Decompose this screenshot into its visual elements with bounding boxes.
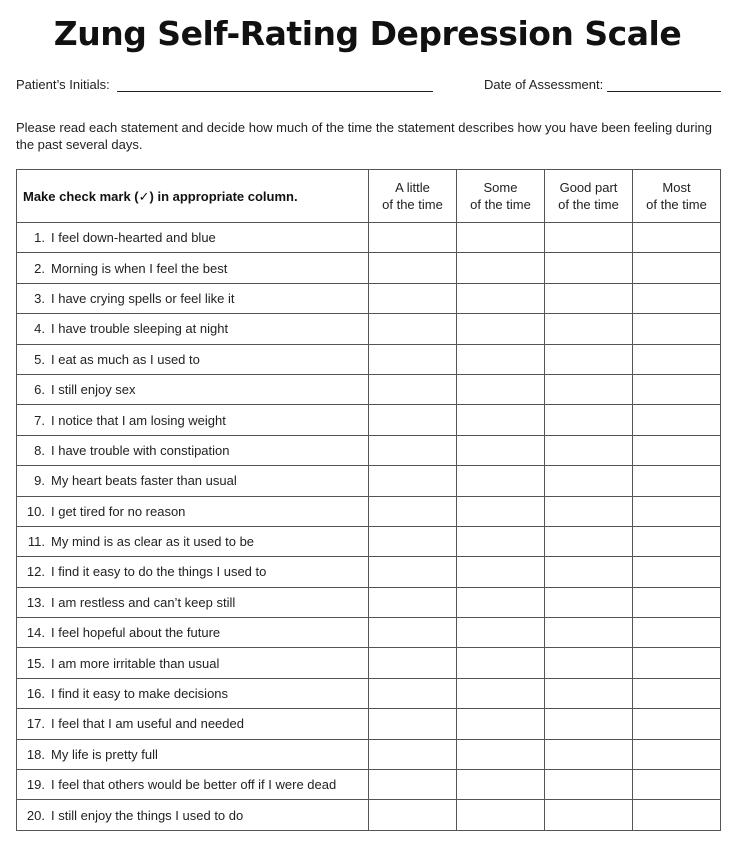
item-statement (17, 678, 369, 708)
patient-initials-field (16, 77, 433, 92)
item-text: I have crying spells or feel like it (51, 290, 235, 306)
check-cell-most[interactable] (633, 253, 721, 283)
table-row (17, 435, 721, 465)
check-cell-most[interactable] (633, 678, 721, 708)
check-cell-some[interactable] (457, 496, 545, 526)
check-cell-some[interactable] (457, 739, 545, 769)
check-cell-some[interactable] (457, 709, 545, 739)
item-number: 16. (26, 686, 45, 702)
item-number: 9. (34, 473, 45, 489)
check-cell-some[interactable] (457, 283, 545, 313)
item-statement (17, 800, 369, 830)
check-cell-good-part[interactable] (545, 283, 633, 313)
item-text: I feel that I am useful and needed (51, 716, 244, 732)
item-statement (17, 223, 369, 253)
check-cell-most[interactable] (633, 283, 721, 313)
check-cell-good-part[interactable] (545, 496, 633, 526)
check-cell-good-part[interactable] (545, 618, 633, 648)
check-cell-most[interactable] (633, 557, 721, 587)
check-cell-most[interactable] (633, 770, 721, 800)
item-number: 8. (34, 442, 45, 458)
check-cell-a-little[interactable] (369, 496, 457, 526)
check-cell-most[interactable] (633, 223, 721, 253)
item-text: I am more irritable than usual (51, 655, 220, 671)
table-row (17, 557, 721, 587)
check-cell-a-little[interactable] (369, 648, 457, 678)
check-cell-good-part[interactable] (545, 800, 633, 830)
check-cell-good-part[interactable] (545, 557, 633, 587)
check-cell-a-little[interactable] (369, 344, 457, 374)
check-cell-most[interactable] (633, 800, 721, 830)
item-number: 19. (26, 777, 45, 793)
item-text: My mind is as clear as it used to be (51, 534, 255, 550)
item-number: 3. (34, 290, 45, 306)
item-number: 12. (26, 564, 45, 580)
check-cell-a-little[interactable] (369, 618, 457, 648)
check-cell-good-part[interactable] (545, 770, 633, 800)
check-cell-some[interactable] (457, 435, 545, 465)
table-row (17, 314, 721, 344)
item-text: I have trouble sleeping at night (51, 321, 229, 337)
item-statement (17, 466, 369, 496)
check-cell-most[interactable] (633, 496, 721, 526)
check-cell-most[interactable] (633, 587, 721, 617)
table-row (17, 496, 721, 526)
item-number: 4. (34, 321, 45, 337)
item-text: I find it easy to do the things I used to (51, 564, 267, 580)
check-cell-a-little[interactable] (369, 466, 457, 496)
check-cell-good-part[interactable] (545, 405, 633, 435)
item-number: 6. (34, 382, 45, 398)
item-statement (17, 557, 369, 587)
item-number: 18. (26, 746, 45, 762)
check-cell-good-part[interactable] (545, 314, 633, 344)
item-text: I feel that others would be better off if I were dead (51, 777, 337, 793)
item-number: 2. (34, 260, 45, 276)
table-row (17, 770, 721, 800)
item-statement (17, 496, 369, 526)
item-text: I eat as much as I used to (51, 351, 200, 367)
item-number: 10. (26, 503, 45, 519)
item-statement (17, 374, 369, 404)
table-row (17, 648, 721, 678)
item-statement (17, 618, 369, 648)
column-header-line1: Most (662, 180, 691, 195)
table-row (17, 466, 721, 496)
check-cell-some[interactable] (457, 618, 545, 648)
column-header-a-little (369, 170, 457, 223)
item-statement (17, 405, 369, 435)
check-cell-good-part[interactable] (545, 253, 633, 283)
check-cell-most[interactable] (633, 374, 721, 404)
table-row (17, 405, 721, 435)
check-cell-good-part[interactable] (545, 344, 633, 374)
check-cell-a-little[interactable] (369, 283, 457, 313)
item-text: I feel hopeful about the future (51, 625, 221, 641)
check-cell-some[interactable] (457, 223, 545, 253)
column-header-line1: Good part (559, 180, 618, 195)
column-header-line2: of the time (558, 197, 619, 212)
check-cell-most[interactable] (633, 618, 721, 648)
item-number: 13. (26, 594, 45, 610)
check-cell-a-little[interactable] (369, 526, 457, 556)
item-text: I still enjoy sex (51, 382, 136, 398)
check-cell-most[interactable] (633, 314, 721, 344)
item-number: 15. (26, 655, 45, 671)
check-cell-a-little[interactable] (369, 800, 457, 830)
check-cell-good-part[interactable] (545, 709, 633, 739)
item-text: I notice that I am losing weight (51, 412, 226, 428)
item-statement (17, 283, 369, 313)
table-row (17, 374, 721, 404)
item-number: 7. (34, 412, 45, 428)
item-text: I feel down-hearted and blue (51, 230, 216, 246)
column-header-good-part (545, 170, 633, 223)
check-cell-a-little[interactable] (369, 770, 457, 800)
item-number: 20. (26, 807, 45, 823)
column-header-line2: of the time (470, 197, 531, 212)
item-statement (17, 526, 369, 556)
item-text: Morning is when I feel the best (51, 260, 228, 276)
table-row (17, 587, 721, 617)
date-of-assessment-label: Date of Assessment: (484, 77, 604, 92)
table-row (17, 739, 721, 769)
check-cell-a-little[interactable] (369, 374, 457, 404)
check-cell-some[interactable] (457, 374, 545, 404)
column-header-most (633, 170, 721, 223)
item-statement (17, 344, 369, 374)
check-cell-good-part[interactable] (545, 526, 633, 556)
date-of-assessment-line[interactable] (607, 77, 721, 92)
check-cell-a-little[interactable] (369, 587, 457, 617)
item-statement (17, 709, 369, 739)
table-row (17, 709, 721, 739)
check-cell-good-part[interactable] (545, 374, 633, 404)
table-row (17, 283, 721, 313)
check-cell-a-little[interactable] (369, 223, 457, 253)
table-row (17, 223, 721, 253)
table-row (17, 253, 721, 283)
check-cell-some[interactable] (457, 405, 545, 435)
check-cell-good-part[interactable] (545, 223, 633, 253)
check-cell-a-little[interactable] (369, 435, 457, 465)
item-number: 5. (34, 351, 45, 367)
check-cell-most[interactable] (633, 466, 721, 496)
item-number: 1. (34, 230, 45, 246)
item-text: I still enjoy the things I used to do (51, 807, 244, 823)
item-number: 14. (26, 625, 45, 641)
check-cell-most[interactable] (633, 648, 721, 678)
check-cell-a-little[interactable] (369, 314, 457, 344)
check-cell-most[interactable] (633, 435, 721, 465)
check-mark-instruction: Make check mark (✓) in appropriate column. (17, 170, 369, 223)
table-row (17, 800, 721, 830)
depression-scale-table (16, 169, 721, 831)
check-cell-some[interactable] (457, 253, 545, 283)
item-statement (17, 587, 369, 617)
column-header-some (457, 170, 545, 223)
check-cell-most[interactable] (633, 405, 721, 435)
item-text: My life is pretty full (51, 746, 158, 762)
table-row (17, 618, 721, 648)
check-cell-some[interactable] (457, 587, 545, 617)
item-text: I am restless and can’t keep still (51, 594, 236, 610)
column-header-line1: Some (483, 180, 518, 195)
item-text: My heart beats faster than usual (51, 473, 237, 489)
item-statement (17, 739, 369, 769)
check-cell-a-little[interactable] (369, 405, 457, 435)
item-text: I find it easy to make decisions (51, 686, 229, 702)
column-header-line2: of the time (646, 197, 707, 212)
item-statement (17, 770, 369, 800)
check-cell-good-part[interactable] (545, 739, 633, 769)
patient-initials-label: Patient’s Initials: (16, 77, 110, 92)
check-cell-good-part[interactable] (545, 435, 633, 465)
check-cell-most[interactable] (633, 739, 721, 769)
check-cell-some[interactable] (457, 344, 545, 374)
check-cell-good-part[interactable] (545, 587, 633, 617)
table-row (17, 678, 721, 708)
check-cell-good-part[interactable] (545, 678, 633, 708)
check-cell-some[interactable] (457, 800, 545, 830)
page-title: Zung Self-Rating Depression Scale (53, 14, 682, 53)
column-header-line2: of the time (382, 197, 443, 212)
check-cell-a-little[interactable] (369, 678, 457, 708)
check-cell-most[interactable] (633, 709, 721, 739)
date-of-assessment-field (484, 77, 721, 92)
item-statement (17, 314, 369, 344)
table-row (17, 344, 721, 374)
patient-initials-line[interactable] (117, 77, 433, 92)
check-cell-a-little[interactable] (369, 557, 457, 587)
table-header-row (17, 170, 721, 223)
item-text: I have trouble with constipation (51, 442, 230, 458)
item-statement (17, 253, 369, 283)
check-cell-some[interactable] (457, 466, 545, 496)
check-cell-some[interactable] (457, 648, 545, 678)
item-number: 17. (26, 716, 45, 732)
check-cell-a-little[interactable] (369, 253, 457, 283)
item-number: 11. (27, 534, 45, 550)
check-cell-a-little[interactable] (369, 739, 457, 769)
check-cell-some[interactable] (457, 557, 545, 587)
check-cell-most[interactable] (633, 344, 721, 374)
table-row (17, 526, 721, 556)
column-header-line1: A little (395, 180, 430, 195)
check-cell-some[interactable] (457, 770, 545, 800)
instructions-text: Please read each statement and decide how much of the time the statement describes how you have been feeling during the past several days. (16, 120, 712, 152)
check-cell-some[interactable] (457, 314, 545, 344)
check-cell-some[interactable] (457, 526, 545, 556)
check-cell-good-part[interactable] (545, 648, 633, 678)
check-cell-good-part[interactable] (545, 466, 633, 496)
item-text: I get tired for no reason (51, 503, 186, 519)
item-statement (17, 648, 369, 678)
item-statement (17, 435, 369, 465)
check-cell-some[interactable] (457, 678, 545, 708)
check-cell-a-little[interactable] (369, 709, 457, 739)
check-cell-most[interactable] (633, 526, 721, 556)
